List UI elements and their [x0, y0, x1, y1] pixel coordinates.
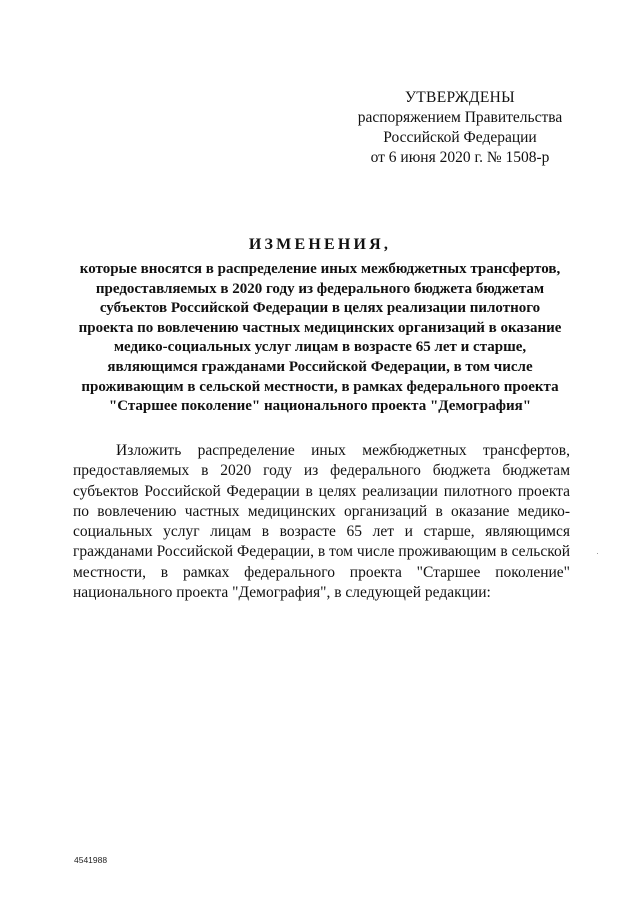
- body-line: местности, в рамках федерального проекта "Старшее поколение": [73, 563, 570, 581]
- subtitle-line: медико-социальных услуг лицам в возрасте 65 лет и старше,: [113, 339, 527, 356]
- subtitle-line: предоставляемых в 2020 году из федерального бюджета бюджетам: [95, 280, 545, 297]
- body-line: гражданами Российской Федерации, в том числе проживающим в сельской: [73, 543, 570, 561]
- document-subtitle: [62, 260, 578, 417]
- document-code: 4541988: [74, 855, 108, 865]
- scan-speck: [597, 553, 598, 554]
- subtitle-line: проживающим в сельской местности, в рамках федерального проекта: [81, 378, 559, 395]
- body-line: социальных услуг лицам в возрасте 65 лет и старше, являющимся: [73, 523, 570, 541]
- subtitle-line: являющимся гражданами Российской Федерации, в том числе: [107, 358, 533, 375]
- body-line: Изложить распределение иных межбюджетных трансфертов,: [116, 442, 570, 459]
- approval-authority-line: распоряжением Правительства: [357, 109, 563, 126]
- body-line: по вовлечению частных медицинских организаций в оказание медико-: [73, 502, 570, 520]
- body-line: национального проекта "Демография", в следующей редакции:: [73, 584, 491, 602]
- subtitle-line: "Старшее поколение" национального проекта "Демография": [108, 398, 532, 415]
- approved-label: УТВЕРЖДЕНЫ: [405, 89, 515, 106]
- body-line: субъектов Российской Федерации в целях реализации пилотного проекта: [73, 482, 570, 500]
- body-paragraph: [73, 441, 570, 603]
- subtitle-line: проекта по вовлечению частных медицинских организаций в оказание: [78, 319, 562, 336]
- approval-country-line: Российской Федерации: [383, 129, 537, 146]
- document-heading: ИЗМЕНЕНИЯ,: [248, 236, 392, 253]
- approval-stamp-block: [340, 88, 580, 168]
- subtitle-line: которые вносятся в распределение иных межбюджетных трансфертов,: [79, 261, 561, 277]
- subtitle-line: субъектов Российской Федерации в целях реализации пилотного: [99, 300, 541, 317]
- approval-date-number-line: от 6 июня 2020 г. № 1508-р: [370, 149, 550, 166]
- body-line: предоставляемых в 2020 году из федерального бюджета бюджетам: [73, 462, 570, 480]
